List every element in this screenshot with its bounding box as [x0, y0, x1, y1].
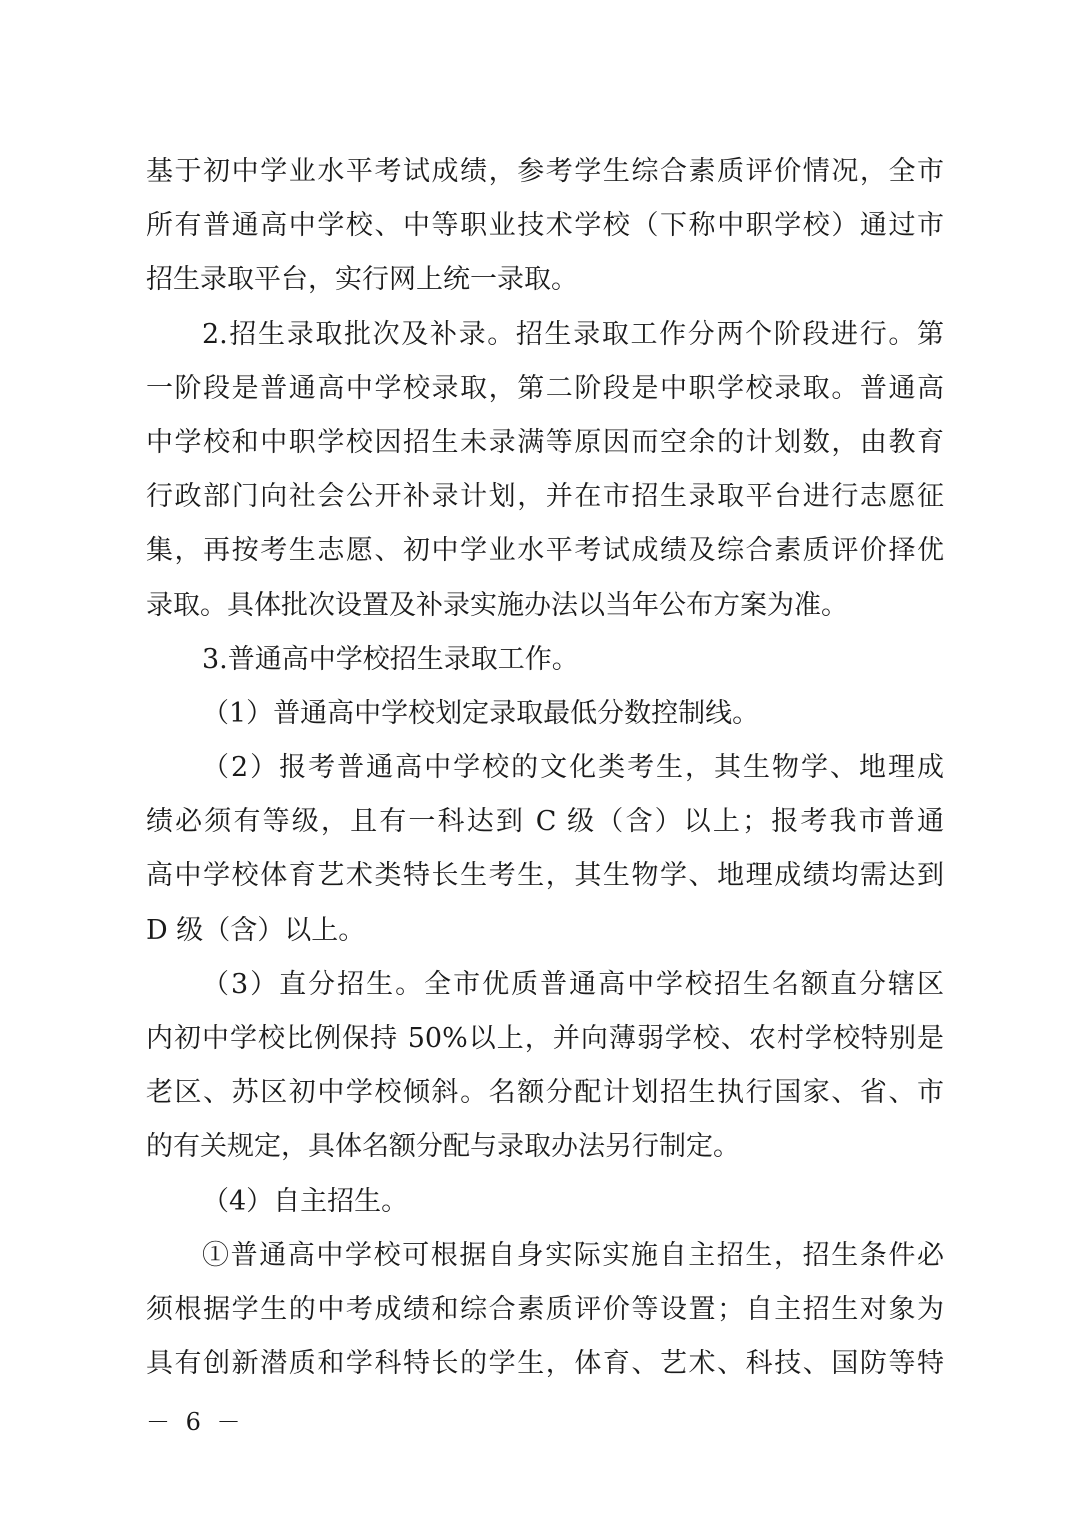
paragraph-start-line: （1）普通高中学校划定录取最低分数控制线。 [202, 697, 760, 729]
text-line: 高中学校体育艺术类特长生考生，其生物学、地理成绩均需达到 [146, 860, 944, 892]
paragraph-start-line: （3）直分招生。全市优质普通高中学校招生名额直分辖区 [202, 968, 944, 1000]
paragraph-start-line: （4）自主招生。 [202, 1185, 409, 1217]
text-line: 录取。具体批次设置及补录实施办法以当年公布方案为准。 [146, 589, 848, 621]
text-line: 的有关规定，具体名额分配与录取办法另行制定。 [146, 1131, 740, 1163]
text-line: 行政部门向社会公开补录计划，并在市招生录取平台进行志愿征 [146, 481, 944, 513]
text-line: D 级（含）以上。 [146, 914, 366, 946]
text-line: 所有普通高中学校、中等职业技术学校（下称中职学校）通过市 [146, 210, 944, 242]
text-line: 老区、苏区初中学校倾斜。名额分配计划招生执行国家、省、市 [146, 1077, 944, 1109]
text-line: 具有创新潜质和学科特长的学生，体育、艺术、科技、国防等特 [146, 1348, 944, 1380]
text-line: 招生录取平台，实行网上统一录取。 [146, 264, 578, 296]
document-body [146, 150, 944, 1396]
text-line: 基于初中学业水平考试成绩，参考学生综合素质评价情况，全市 [146, 156, 944, 187]
text-line: 内初中学校比例保持 50%以上，并向薄弱学校、农村学校特别是 [146, 1023, 944, 1054]
page-number: － 6 － [146, 1408, 245, 1436]
text-line: 绩必须有等级，且有一科达到 C 级（含）以上；报考我市普通 [146, 806, 944, 838]
text-line: 须根据学生的中考成绩和综合素质评价等设置；自主招生对象为 [146, 1293, 944, 1325]
paragraph-start-line: （2）报考普通高中学校的文化类考生，其生物学、地理成 [202, 752, 944, 784]
section-heading: 3.普通高中学校招生录取工作。 [202, 643, 579, 675]
text-line: 一阶段是普通高中学校录取，第二阶段是中职学校录取。普通高 [146, 372, 944, 404]
paragraph-start-line: 2.招生录取批次及补录。招生录取工作分两个阶段进行。第 [202, 318, 944, 350]
text-line: 中学校和中职学校因招生未录满等原因而空余的计划数，由教育 [146, 426, 944, 458]
paragraph-start-line: ①普通高中学校可根据自身实际实施自主招生，招生条件必 [202, 1239, 944, 1271]
text-line: 集，再按考生志愿、初中学业水平考试成绩及综合素质评价择优 [146, 535, 944, 567]
